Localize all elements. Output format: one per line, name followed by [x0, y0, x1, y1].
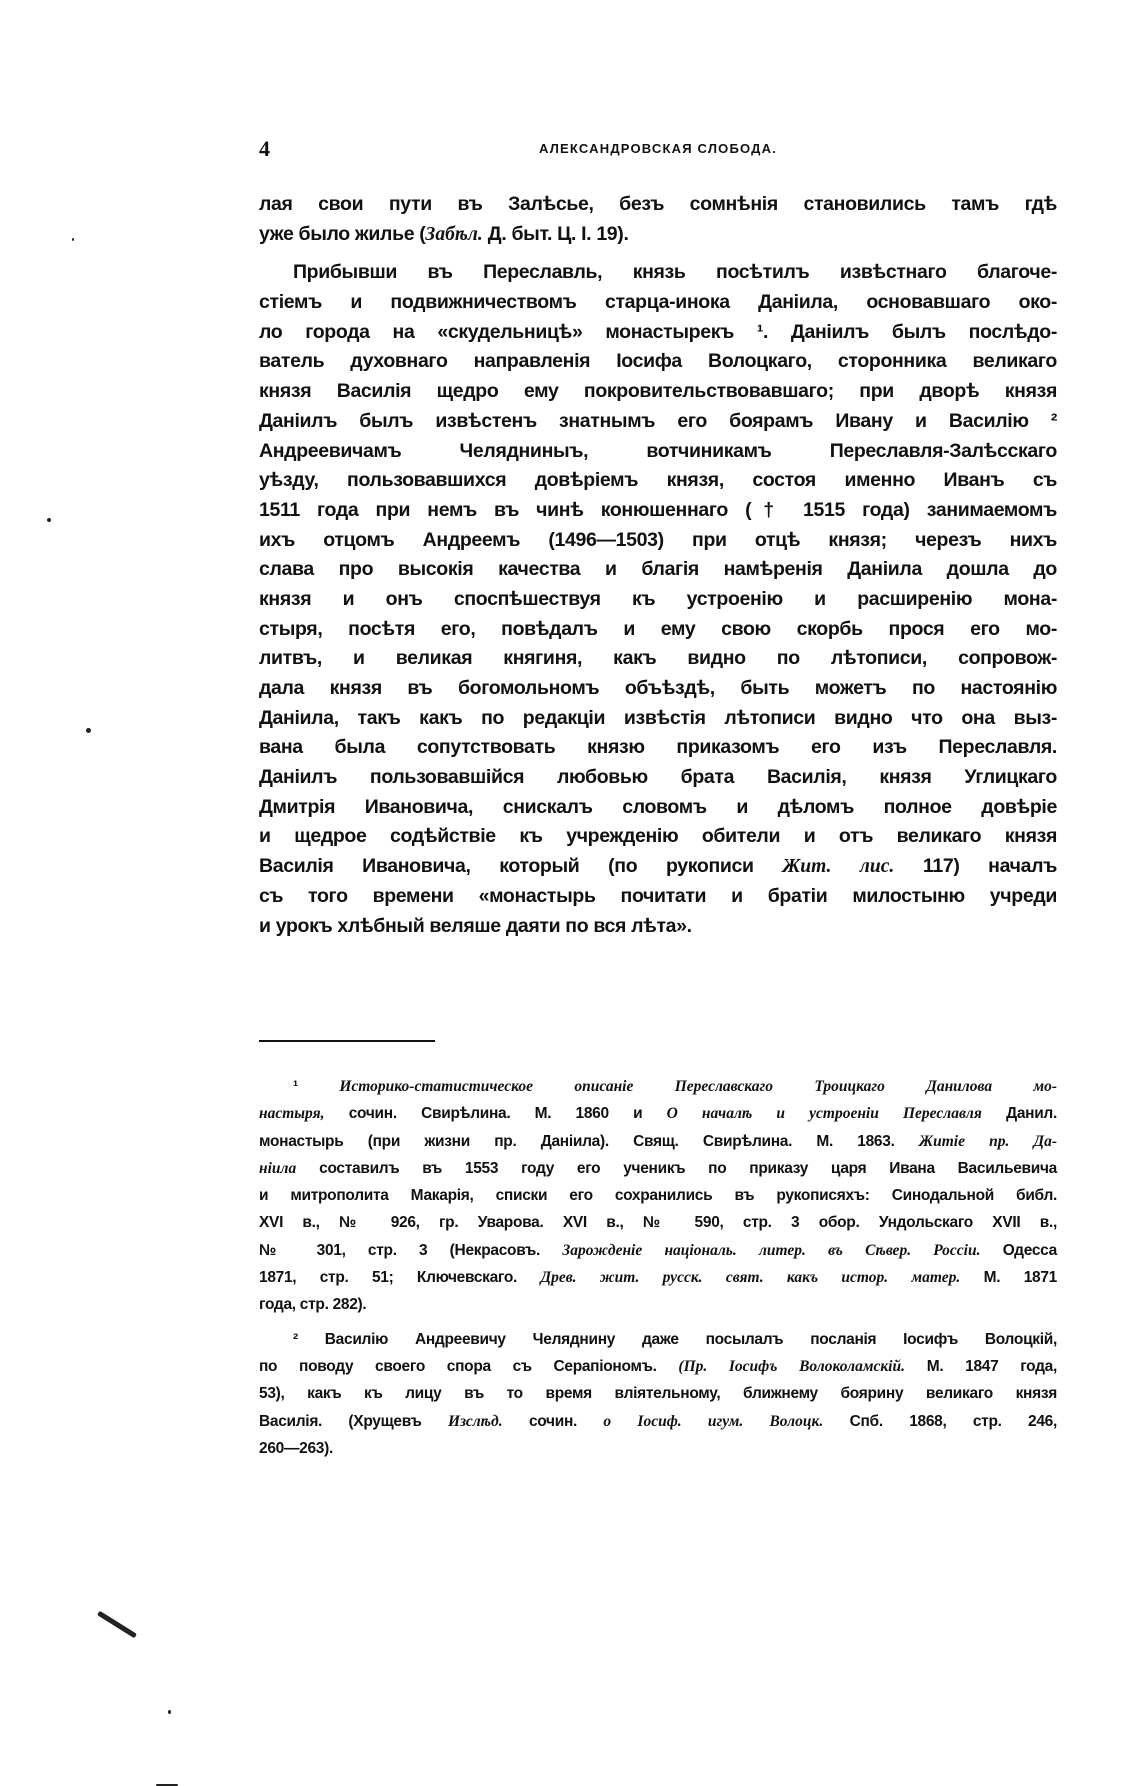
- text-line: князя Василія щедро ему покровительствовавшаго; при дворѣ князя: [259, 380, 1057, 403]
- text-line: Даніилъ пользовавшійся любовью брата Василія, князя Углицкаго: [259, 766, 1057, 789]
- italic-citation: о Іосиф. игум. Волоцк.: [603, 1412, 824, 1430]
- text-line: [259, 1264, 1057, 1291]
- footnotes: [259, 1073, 1057, 1462]
- text-line: Даніилъ былъ извѣстенъ знатнымъ его боярамъ Ивану и Василію ²: [259, 409, 1057, 432]
- text-segment: Спб. 1868, стр. 246,: [823, 1412, 1057, 1430]
- text-segment: ¹: [293, 1078, 340, 1095]
- italic-citation: Древ. жит. русск. свят. какъ истор. матер.: [540, 1269, 961, 1287]
- page-number: 4: [259, 136, 270, 161]
- text-line: стіемъ и подвижничествомъ старца-инока Даніила, основавшаго око-: [259, 291, 1057, 314]
- page-header: [259, 136, 1057, 162]
- scan-speck: [168, 1710, 171, 1714]
- text-line: князя и онъ споспѣшествуя къ устроенію и расширенію мона-: [259, 587, 1057, 610]
- text-line: года, стр. 282).: [259, 1296, 367, 1314]
- text-line: ватель духовнаго направленія Іосифа Волоцкаго, сторонника великаго: [259, 350, 1057, 373]
- text-line: Даніила, такъ какъ по редакціи извѣстія лѣтописи видно что она выз-: [259, 706, 1057, 729]
- running-title: АЛЕКСАНДРОВСКАЯ СЛОБОДА.: [538, 141, 778, 156]
- text-segment: Данил.: [981, 1105, 1057, 1123]
- text-line: Дмитрія Ивановича, снискалъ словомъ и дѣломъ полное довѣріе: [259, 795, 1057, 818]
- paragraph: [259, 1326, 1057, 1462]
- italic-citation: О началѣ и устроеніи Переславля: [666, 1105, 982, 1123]
- text-segment: сочин.: [502, 1412, 604, 1430]
- scan-speck: [47, 518, 51, 522]
- text-line: литвъ, и великая княгиня, какъ видно по лѣтописи, сопровож-: [259, 647, 1057, 670]
- text-line: и урокъ хлѣбный веляше даяти по вся лѣта».: [259, 914, 692, 937]
- text-segment: по поводу своего спора съ Серапіономъ.: [259, 1357, 679, 1375]
- paragraph: [259, 258, 1057, 941]
- footnote-divider: [259, 1040, 435, 1042]
- text-line: [259, 1128, 1057, 1155]
- text-line: [259, 1073, 1057, 1100]
- text-line: съ того времени «монастырь почитати и братіи милостыню учреди: [259, 884, 1057, 907]
- text-segment: составилъ въ 1553 году его ученикъ по приказу царя Ивана Васильевича: [296, 1159, 1057, 1177]
- text-line: [259, 1237, 1057, 1264]
- text-line: дала князя въ богомольномъ объѣздѣ, быть можетъ по настоянію: [259, 677, 1057, 699]
- text-segment: Василія Ивановича, который (по рукописи: [259, 855, 783, 878]
- text-line: [259, 220, 1057, 250]
- text-line: ² Василію Андреевичу Челяднину даже посылалъ посланія Іосифъ Волоцкій,: [293, 1330, 1057, 1348]
- text-segment: Д. быт. Ц. I. 19).: [482, 222, 629, 245]
- text-line: Прибывши въ Переславль, князь посѣтилъ извѣстнаго благоче-: [293, 261, 1057, 284]
- text-line: XVI в., № 926, гр. Уварова. XVI в., № 590, стр. 3 обор. Ундольскаго XVII в.,: [259, 1214, 1057, 1232]
- text-line: 260—263).: [259, 1439, 333, 1457]
- text-line: 1511 года при немъ въ чинѣ конюшеннаго († 1515 года) занимаемомъ: [259, 498, 1057, 521]
- text-line: [259, 1408, 1057, 1435]
- text-line: лая свои пути въ Залѣсье, безъ сомнѣнія становились тамъ гдѣ: [259, 193, 1057, 215]
- italic-citation: Забѣл.: [425, 223, 483, 245]
- text-segment: 117) началъ: [894, 855, 1057, 878]
- text-line: уѣзду, пользовавшихся довѣріемъ князя, состоя именно Иванъ съ: [259, 469, 1057, 492]
- text-line: 53), какъ къ лицу въ то время вліятельному, ближнему боярину великаго князя: [259, 1385, 1057, 1403]
- text-segment: Василія. (Хрущевъ: [259, 1412, 448, 1430]
- paragraph: [259, 1073, 1057, 1319]
- italic-citation: Зарожденіе національ. литер. въ Сѣвер. Россіи.: [562, 1241, 981, 1259]
- italic-citation: Историко-статистическое описаніе Переславскаго Троицкаго Данилова мо-: [339, 1078, 1057, 1095]
- italic-citation: ніила: [259, 1159, 297, 1177]
- italic-citation: Изслѣд.: [447, 1412, 503, 1430]
- italic-citation: настыря,: [259, 1105, 325, 1123]
- text-segment: уже было жилье (: [259, 222, 426, 245]
- text-segment: М. 1847 года,: [904, 1357, 1057, 1375]
- text-line: стыря, посѣтя его, повѣдалъ и ему свою скорбь прося его мо-: [259, 617, 1057, 640]
- text-line: и щедрое содѣйствіе къ учрежденію обители и отъ великаго князя: [259, 825, 1057, 848]
- text-line: [259, 852, 1057, 882]
- text-line: Андреевичамъ Челядниныъ, вотчиникамъ Переславля-Залѣсскаго: [259, 439, 1057, 462]
- text-segment: № 301, стр. 3 (Некрасовъ.: [259, 1241, 563, 1259]
- text-segment: М. 1871: [960, 1269, 1057, 1287]
- text-line: вана была сопутствовать князю приказомъ его изъ Переславля.: [259, 736, 1057, 759]
- italic-citation: (Пр. Іосифъ Волоколамскій.: [678, 1357, 905, 1375]
- text-segment: сочин. Свирѣлина. М. 1860 и: [324, 1105, 667, 1123]
- text-line: [259, 1353, 1057, 1380]
- text-segment: 1871, стр. 51; Ключевскаго.: [259, 1269, 541, 1287]
- paragraph: [259, 190, 1057, 249]
- text-line: ихъ отцомъ Андреемъ (1496—1503) при отцѣ князя; черезъ нихъ: [259, 528, 1057, 551]
- scan-speck: [72, 238, 74, 241]
- text-segment: Одесса: [980, 1241, 1057, 1259]
- scan-speck: [97, 1611, 137, 1639]
- main-text: [259, 190, 1057, 941]
- text-line: ло города на «скудельницѣ» монастырекъ ¹. Даніилъ былъ послѣдо-: [259, 320, 1057, 343]
- text-line: слава про высокія качества и благія намѣренія Даніила дошла до: [259, 558, 1057, 581]
- text-line: [259, 1100, 1057, 1127]
- italic-citation: Жит. лис.: [782, 856, 895, 878]
- italic-citation: Житіе пр. Да-: [918, 1132, 1058, 1150]
- text-segment: монастырь (при жизни пр. Даніила). Свящ. Свирѣлина. М. 1863.: [259, 1132, 919, 1150]
- text-line: и митрополита Макарія, списки его сохранились въ рукописяхъ: Синодальной библ.: [259, 1187, 1057, 1205]
- text-line: [259, 1155, 1057, 1182]
- scan-speck: [86, 728, 91, 733]
